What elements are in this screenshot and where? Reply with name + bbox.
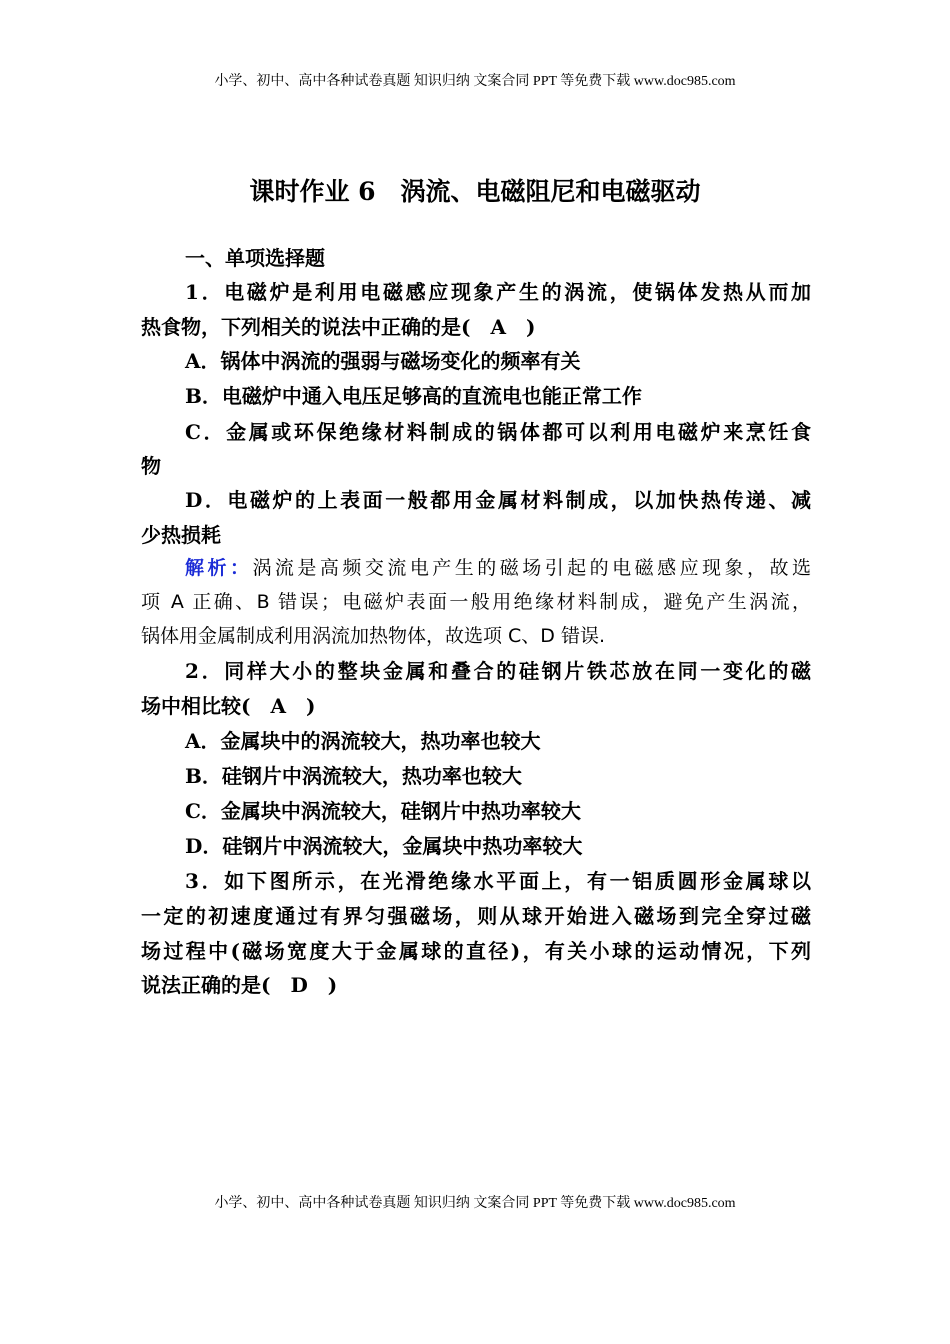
option-1a: A．锅体中涡流的强弱与磁场变化的频率有关 [185, 349, 581, 373]
analysis-text: 涡流是高频交流电产生的磁场引起的电磁感应现象，故选 [252, 557, 811, 579]
question-1-line: 1．电磁炉是利用电磁感应现象产生的涡流，使锅体发热从而加 [185, 280, 811, 304]
analysis-label: 解析： [185, 557, 253, 579]
option-2d: D．硅钢片中涡流较大，金属块中热功率较大 [185, 834, 583, 858]
page-footer: 小学、初中、高中各种试卷真题 知识归纳 文案合同 PPT 等免费下载 www.doc985.com [214, 1196, 736, 1211]
question-3-line: 场过程中(磁场宽度大于金属球的直径)，有关小球的运动情况，下列 [141, 939, 811, 963]
option-1d-cont: 少热损耗 [141, 523, 221, 547]
page-title: 课时作业 6 涡流、电磁阻尼和电磁驱动 [249, 177, 701, 206]
option-1b: B．电磁炉中通入电压足够高的直流电也能正常工作 [185, 384, 642, 408]
question-2-line: 场中相比较( A ) [141, 694, 316, 718]
question-3-line: 一定的初速度通过有界匀强磁场，则从球开始进入磁场到完全穿过磁 [141, 904, 811, 928]
question-1-line: 热食物，下列相关的说法中正确的是( A ) [141, 315, 536, 339]
analysis-line: 项 A 正确、B 错误；电磁炉表面一般用绝缘材料制成，避免产生涡流， [141, 591, 811, 613]
option-2b: B．硅钢片中涡流较大，热功率也较大 [185, 764, 522, 788]
option-1c-cont: 物 [141, 454, 161, 478]
option-2c: C．金属块中涡流较大，硅钢片中热功率较大 [185, 799, 581, 823]
option-1c: C．金属或环保绝缘材料制成的锅体都可以利用电磁炉来烹饪食 [185, 420, 811, 444]
option-1d: D．电磁炉的上表面一般都用金属材料制成，以加快热传递、减 [185, 488, 811, 512]
option-2a: A．金属块中的涡流较大，热功率也较大 [185, 729, 541, 753]
page-header: 小学、初中、高中各种试卷真题 知识归纳 文案合同 PPT 等免费下载 www.doc985.com [214, 74, 736, 89]
analysis-line: 锅体用金属制成利用涡流加热物体，故选项 C、D 错误. [141, 625, 606, 647]
analysis-line [185, 555, 811, 581]
question-3-line: 3．如下图所示，在光滑绝缘水平面上，有一铝质圆形金属球以 [185, 869, 811, 893]
question-2-line: 2．同样大小的整块金属和叠合的硅钢片铁芯放在同一变化的磁 [185, 659, 811, 683]
question-3-line: 说法正确的是( D ) [141, 973, 338, 997]
section-heading: 一、单项选择题 [185, 246, 325, 270]
